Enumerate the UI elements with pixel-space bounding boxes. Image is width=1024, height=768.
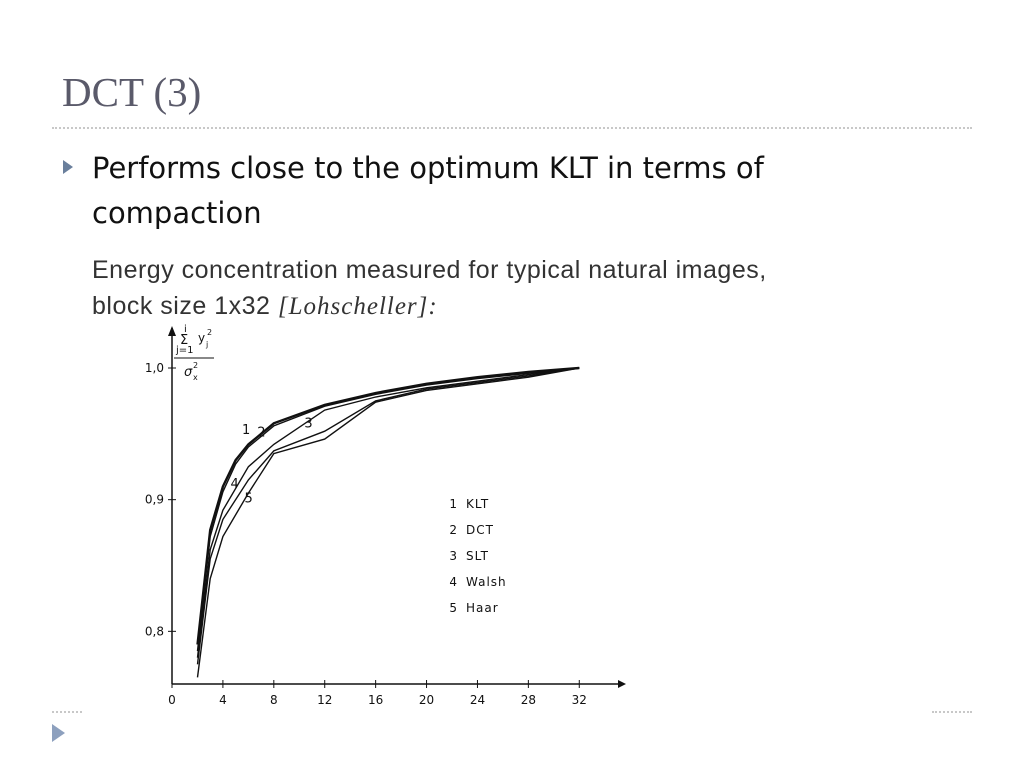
legend-label: SLT <box>466 549 489 563</box>
y-tick-label: 0,9 <box>144 492 164 507</box>
footer-arrow-icon <box>52 724 65 742</box>
x-tick-label: 24 <box>469 693 486 707</box>
figure-caption <box>92 252 952 325</box>
series-label-4: 4 <box>230 476 239 492</box>
x-tick-label: 12 <box>317 693 333 707</box>
x-tick-label: 20 <box>418 693 435 707</box>
energy-chart-svg <box>110 318 630 710</box>
x-tick-label: 16 <box>367 693 384 707</box>
title-divider <box>52 127 972 129</box>
bullet-text: Performs close to the optimum KLT in terms of compaction <box>92 151 764 230</box>
x-tick-label: 28 <box>520 693 537 707</box>
x-tick-label: 8 <box>269 693 278 707</box>
series-label-2: 2 <box>257 425 266 441</box>
legend-number: 1 <box>449 497 458 511</box>
series-label-5: 5 <box>244 491 253 507</box>
ylabel-y: y <box>198 331 206 345</box>
chart-legend <box>449 497 506 615</box>
ylabel-den-sup: 2 <box>193 361 199 370</box>
legend-number: 4 <box>449 575 458 589</box>
series-label-3: 3 <box>304 416 313 432</box>
series-label-1: 1 <box>242 422 251 438</box>
legend-label: Haar <box>466 601 499 615</box>
x-axis-arrow <box>618 680 626 688</box>
series-line-4 <box>198 368 580 664</box>
y-tick-label: 0,8 <box>144 624 164 639</box>
x-tick-label: 4 <box>219 693 227 707</box>
ylabel-upper-limit: i <box>184 324 187 335</box>
ylabel-y-sup: 2 <box>207 328 213 337</box>
series-line-1 <box>198 368 580 645</box>
series-line-2 <box>198 368 580 651</box>
y-axis-label <box>174 324 214 382</box>
x-tick-label: 32 <box>571 693 587 707</box>
legend-number: 2 <box>449 523 458 537</box>
ylabel-den-sub: x <box>193 373 198 382</box>
ylabel-sigma: Σ <box>180 333 189 348</box>
ylabel-y-sub: j <box>206 340 209 349</box>
energy-chart <box>110 318 630 714</box>
footer-divider-left <box>52 711 82 713</box>
footer-divider-right <box>932 711 972 713</box>
chart-series <box>198 368 580 677</box>
legend-label: KLT <box>466 497 490 511</box>
chart-axes <box>145 326 626 707</box>
caption-line-2: block size 1x32 <box>92 292 271 320</box>
legend-label: Walsh <box>466 575 507 589</box>
series-line-3 <box>198 368 580 658</box>
legend-number: 5 <box>449 601 458 615</box>
bullet-arrow-icon <box>63 160 73 174</box>
legend-number: 3 <box>449 549 458 563</box>
ylabel-lower-limit: j=1 <box>176 345 194 356</box>
x-tick-label: 0 <box>168 693 176 707</box>
y-axis-arrow <box>168 326 176 336</box>
y-tick-label: 1,0 <box>144 361 164 375</box>
series-line-5 <box>198 368 580 677</box>
caption-line-1: Energy concentration measured for typical natural images, <box>92 256 767 284</box>
slide-title: DCT (3) <box>62 69 202 115</box>
citation: [Lohscheller]: <box>277 293 438 320</box>
legend-label: DCT <box>466 523 494 537</box>
ylabel-denominator: σ <box>184 365 193 380</box>
